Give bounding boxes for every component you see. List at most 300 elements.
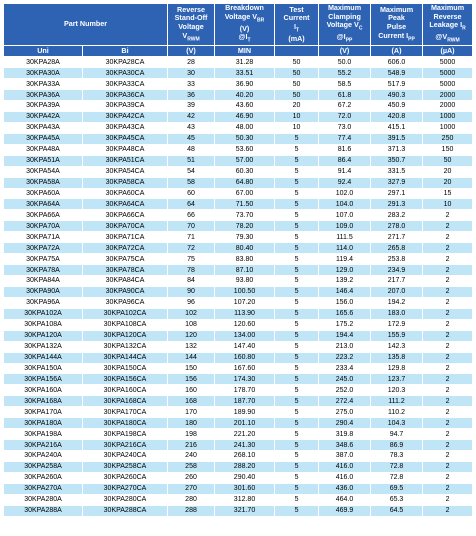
table-row [4, 210, 473, 221]
breakdown-voltage-cell: 73.70 [215, 210, 275, 221]
leakage-current-cell: 2 [423, 483, 473, 494]
test-current-cell: 5 [275, 451, 319, 462]
clamping-voltage-cell: 290.4 [319, 418, 371, 429]
clamping-voltage-header: Maximum Clamping Voltage $V_C$ $@I_{PP}$ [319, 4, 371, 46]
bi-part-cell: 30KPA132CA [83, 341, 168, 352]
breakdown-voltage-cell: 107.20 [215, 297, 275, 308]
bi-part-cell: 30KPA70CA [83, 221, 168, 232]
table-row [4, 319, 473, 330]
bi-part-cell: 30KPA58CA [83, 177, 168, 188]
leakage-current-cell: 2 [423, 418, 473, 429]
test-current-cell: 5 [275, 308, 319, 319]
table-row [4, 188, 473, 199]
test-current-cell: 50 [275, 90, 319, 101]
peak-current-cell: 194.2 [371, 297, 423, 308]
uni-part-cell: 30KPA150A [4, 363, 83, 374]
peak-current-cell: 548.9 [371, 68, 423, 79]
bi-part-cell: 30KPA280CA [83, 494, 168, 505]
leakage-current-cell: 2 [423, 232, 473, 243]
bi-part-cell: 30KPA54CA [83, 166, 168, 177]
standoff-voltage-cell: 33 [168, 79, 215, 90]
leakage-current-cell: 2 [423, 451, 473, 462]
clamping-voltage-cell: 92.4 [319, 177, 371, 188]
clamping-voltage-cell: 114.0 [319, 243, 371, 254]
test-current-cell: 5 [275, 243, 319, 254]
breakdown-voltage-cell: 83.80 [215, 254, 275, 265]
peak-current-cell: 129.8 [371, 363, 423, 374]
test-current-cell: 5 [275, 472, 319, 483]
clamping-voltage-cell: 387.0 [319, 451, 371, 462]
bi-part-cell: 30KPA66CA [83, 210, 168, 221]
breakdown-voltage-cell: 40.20 [215, 90, 275, 101]
clamping-voltage-cell: 469.9 [319, 505, 371, 516]
bi-part-cell: 30KPA160CA [83, 385, 168, 396]
standoff-voltage-cell: 78 [168, 265, 215, 276]
leakage-current-cell: 2 [423, 297, 473, 308]
standoff-voltage-cell: 45 [168, 133, 215, 144]
clamping-voltage-cell: 416.0 [319, 472, 371, 483]
peak-current-cell: 278.0 [371, 221, 423, 232]
leakage-current-cell: 2 [423, 276, 473, 287]
table-row [4, 199, 473, 210]
clamping-voltage-cell: 111.5 [319, 232, 371, 243]
peak-current-cell: 72.8 [371, 461, 423, 472]
breakdown-voltage-cell: 60.30 [215, 166, 275, 177]
clamping-voltage-cell: 275.0 [319, 407, 371, 418]
peak-current-cell: 391.5 [371, 133, 423, 144]
bi-part-cell: 30KPA198CA [83, 429, 168, 440]
clamping-unit: (V) [319, 46, 371, 57]
uni-part-cell: 30KPA33A [4, 79, 83, 90]
part-number-header: Part Number [4, 4, 168, 46]
leakage-current-cell: 15 [423, 188, 473, 199]
peak-current-cell: 517.9 [371, 79, 423, 90]
bi-part-cell: 30KPA240CA [83, 451, 168, 462]
test-current-cell: 5 [275, 144, 319, 155]
standoff-voltage-cell: 36 [168, 90, 215, 101]
test-current-cell: 5 [275, 407, 319, 418]
breakdown-voltage-cell: 174.30 [215, 374, 275, 385]
table-row [4, 286, 473, 297]
leakage-current-cell: 5000 [423, 57, 473, 68]
breakdown-voltage-cell: 113.90 [215, 308, 275, 319]
uni-part-cell: 30KPA198A [4, 429, 83, 440]
leakage-current-cell: 2 [423, 505, 473, 516]
standoff-voltage-cell: 170 [168, 407, 215, 418]
uni-part-cell: 30KPA43A [4, 122, 83, 133]
bi-part-cell: 30KPA108CA [83, 319, 168, 330]
standoff-voltage-cell: 120 [168, 330, 215, 341]
standoff-voltage-cell: 75 [168, 254, 215, 265]
bi-part-cell: 30KPA96CA [83, 297, 168, 308]
uni-part-cell: 30KPA28A [4, 57, 83, 68]
test-current-cell: 5 [275, 319, 319, 330]
peak-current-cell: 120.3 [371, 385, 423, 396]
breakdown-voltage-cell: 221.20 [215, 429, 275, 440]
standoff-voltage-cell: 66 [168, 210, 215, 221]
clamping-voltage-cell: 252.0 [319, 385, 371, 396]
clamping-voltage-cell: 348.6 [319, 440, 371, 451]
table-row [4, 133, 473, 144]
test-current-cell: 5 [275, 199, 319, 210]
standoff-voltage-cell: 160 [168, 385, 215, 396]
bi-part-cell: 30KPA84CA [83, 276, 168, 287]
table-row [4, 122, 473, 133]
table-row [4, 276, 473, 287]
peak-current-cell: 253.8 [371, 254, 423, 265]
test-current-cell: 5 [275, 385, 319, 396]
table-row [4, 297, 473, 308]
test-current-cell: 5 [275, 418, 319, 429]
standoff-voltage-cell: 198 [168, 429, 215, 440]
leakage-current-cell: 1000 [423, 122, 473, 133]
uni-part-cell: 30KPA168A [4, 396, 83, 407]
peak-current-cell: 135.8 [371, 352, 423, 363]
peak-current-cell: 155.9 [371, 330, 423, 341]
breakdown-voltage-cell: 189.90 [215, 407, 275, 418]
standoff-voltage-cell: 280 [168, 494, 215, 505]
breakdown-voltage-cell: 50.30 [215, 133, 275, 144]
clamping-voltage-cell: 58.5 [319, 79, 371, 90]
bi-part-cell: 30KPA78CA [83, 265, 168, 276]
peak-unit: (A) [371, 46, 423, 57]
bi-part-cell: 30KPA216CA [83, 440, 168, 451]
peak-current-cell: 234.9 [371, 265, 423, 276]
clamping-voltage-cell: 175.2 [319, 319, 371, 330]
table-row [4, 451, 473, 462]
table-row [4, 385, 473, 396]
test-current-cell: 5 [275, 429, 319, 440]
clamping-voltage-cell: 245.0 [319, 374, 371, 385]
leakage-current-cell: 2 [423, 494, 473, 505]
peak-current-cell: 490.3 [371, 90, 423, 101]
table-row [4, 101, 473, 112]
clamping-voltage-cell: 55.2 [319, 68, 371, 79]
table-row [4, 177, 473, 188]
leakage-current-cell: 50 [423, 155, 473, 166]
leakage-current-cell: 2 [423, 407, 473, 418]
breakdown-voltage-cell: 178.70 [215, 385, 275, 396]
table-body [4, 57, 473, 516]
breakdown-voltage-cell: 43.60 [215, 101, 275, 112]
clamping-voltage-cell: 139.2 [319, 276, 371, 287]
uni-part-cell: 30KPA72A [4, 243, 83, 254]
uni-part-cell: 30KPA156A [4, 374, 83, 385]
test-current-cell: 50 [275, 79, 319, 90]
table-row [4, 440, 473, 451]
breakdown-voltage-cell: 241.30 [215, 440, 275, 451]
breakdown-voltage-cell: 290.40 [215, 472, 275, 483]
clamping-voltage-cell: 77.4 [319, 133, 371, 144]
breakdown-voltage-cell: 268.10 [215, 451, 275, 462]
leakage-current-cell: 10 [423, 199, 473, 210]
peak-current-cell: 283.2 [371, 210, 423, 221]
breakdown-voltage-cell: 312.80 [215, 494, 275, 505]
test-current-cell: 5 [275, 363, 319, 374]
test-current-cell: 10 [275, 111, 319, 122]
test-current-cell: 5 [275, 494, 319, 505]
breakdown-voltage-cell: 46.90 [215, 111, 275, 122]
standoff-voltage-cell: 71 [168, 232, 215, 243]
peak-current-cell: 327.9 [371, 177, 423, 188]
uni-part-cell: 30KPA64A [4, 199, 83, 210]
uni-part-cell: 30KPA180A [4, 418, 83, 429]
table-row [4, 265, 473, 276]
standoff-voltage-cell: 30 [168, 68, 215, 79]
peak-current-cell: 86.9 [371, 440, 423, 451]
clamping-voltage-cell: 50.0 [319, 57, 371, 68]
table-row [4, 90, 473, 101]
uni-part-cell: 30KPA240A [4, 451, 83, 462]
table-row [4, 166, 473, 177]
standoff-unit: (V) [168, 46, 215, 57]
standoff-voltage-cell: 39 [168, 101, 215, 112]
uni-part-cell: 30KPA170A [4, 407, 83, 418]
uni-part-cell: 30KPA108A [4, 319, 83, 330]
leakage-current-cell: 2 [423, 374, 473, 385]
clamping-voltage-cell: 86.4 [319, 155, 371, 166]
breakdown-voltage-cell: 57.00 [215, 155, 275, 166]
test-current-cell: 5 [275, 221, 319, 232]
peak-current-cell: 265.8 [371, 243, 423, 254]
bi-part-cell: 30KPA51CA [83, 155, 168, 166]
uni-part-cell: 30KPA216A [4, 440, 83, 451]
leakage-current-cell: 150 [423, 144, 473, 155]
leakage-current-cell: 2 [423, 429, 473, 440]
peak-current-cell: 291.3 [371, 199, 423, 210]
leakage-current-cell: 2 [423, 308, 473, 319]
uni-part-cell: 30KPA75A [4, 254, 83, 265]
test-current-cell: 5 [275, 505, 319, 516]
leakage-current-cell: 2 [423, 254, 473, 265]
leakage-current-cell: 2 [423, 221, 473, 232]
clamping-voltage-cell: 61.8 [319, 90, 371, 101]
standoff-voltage-cell: 43 [168, 122, 215, 133]
leakage-current-cell: 2 [423, 319, 473, 330]
leakage-current-cell: 2 [423, 210, 473, 221]
leakage-current-cell: 2000 [423, 101, 473, 112]
standoff-voltage-cell: 144 [168, 352, 215, 363]
test-current-cell: 5 [275, 461, 319, 472]
standoff-voltage-cell: 54 [168, 166, 215, 177]
peak-current-cell: 123.7 [371, 374, 423, 385]
clamping-voltage-cell: 319.8 [319, 429, 371, 440]
uni-part-cell: 30KPA90A [4, 286, 83, 297]
uni-part-cell: 30KPA270A [4, 483, 83, 494]
breakdown-voltage-cell: 167.60 [215, 363, 275, 374]
peak-current-cell: 217.7 [371, 276, 423, 287]
leakage-current-cell: 2000 [423, 90, 473, 101]
bi-part-cell: 30KPA120CA [83, 330, 168, 341]
test-current-cell: 5 [275, 396, 319, 407]
bi-part-cell: 30KPA60CA [83, 188, 168, 199]
uni-part-cell: 30KPA280A [4, 494, 83, 505]
test-current-cell: 5 [275, 265, 319, 276]
standoff-voltage-cell: 258 [168, 461, 215, 472]
table-row [4, 505, 473, 516]
peak-current-cell: 78.3 [371, 451, 423, 462]
peak-current-cell: 371.3 [371, 144, 423, 155]
bi-part-cell: 30KPA36CA [83, 90, 168, 101]
test-current-cell: 20 [275, 101, 319, 112]
breakdown-voltage-cell: 64.80 [215, 177, 275, 188]
standoff-voltage-cell: 96 [168, 297, 215, 308]
breakdown-voltage-header: Breakdown Voltage $V_{BR}$ (V) $@I_T$ [215, 4, 275, 46]
bi-part-cell: 30KPA30CA [83, 68, 168, 79]
clamping-voltage-cell: 146.4 [319, 286, 371, 297]
table-row [4, 243, 473, 254]
clamping-voltage-cell: 129.0 [319, 265, 371, 276]
table-row [4, 308, 473, 319]
test-current-cell: 5 [275, 188, 319, 199]
uni-part-cell: 30KPA78A [4, 265, 83, 276]
uni-part-cell: 30KPA30A [4, 68, 83, 79]
uni-part-cell: 30KPA144A [4, 352, 83, 363]
standoff-voltage-cell: 216 [168, 440, 215, 451]
standoff-voltage-cell: 72 [168, 243, 215, 254]
leakage-current-cell: 20 [423, 166, 473, 177]
table-row [4, 111, 473, 122]
uni-part-cell: 30KPA42A [4, 111, 83, 122]
bi-part-cell: 30KPA144CA [83, 352, 168, 363]
table-row [4, 68, 473, 79]
bi-part-cell: 30KPA71CA [83, 232, 168, 243]
leakage-current-cell: 2 [423, 363, 473, 374]
peak-current-cell: 104.3 [371, 418, 423, 429]
spec-table-container [3, 3, 472, 517]
bi-part-cell: 30KPA150CA [83, 363, 168, 374]
uni-part-cell: 30KPA58A [4, 177, 83, 188]
bi-part-cell: 30KPA72CA [83, 243, 168, 254]
bi-part-cell: 30KPA64CA [83, 199, 168, 210]
test-current-cell: 50 [275, 57, 319, 68]
uni-part-cell: 30KPA84A [4, 276, 83, 287]
uni-header: Uni [4, 46, 83, 57]
clamping-voltage-cell: 213.0 [319, 341, 371, 352]
bi-part-cell: 30KPA28CA [83, 57, 168, 68]
peak-current-cell: 606.0 [371, 57, 423, 68]
table-row [4, 418, 473, 429]
uni-part-cell: 30KPA260A [4, 472, 83, 483]
standoff-voltage-cell: 270 [168, 483, 215, 494]
clamping-voltage-cell: 119.4 [319, 254, 371, 265]
test-current-cell: 5 [275, 155, 319, 166]
clamping-voltage-cell: 156.0 [319, 297, 371, 308]
peak-current-cell: 172.9 [371, 319, 423, 330]
leakage-current-cell: 1000 [423, 111, 473, 122]
breakdown-voltage-cell: 71.50 [215, 199, 275, 210]
peak-current-cell: 420.8 [371, 111, 423, 122]
spec-table [3, 3, 473, 517]
test-current-cell: 10 [275, 122, 319, 133]
breakdown-voltage-cell: 187.70 [215, 396, 275, 407]
table-row [4, 341, 473, 352]
standoff-voltage-cell: 42 [168, 111, 215, 122]
clamping-voltage-cell: 72.0 [319, 111, 371, 122]
breakdown-voltage-cell: 201.10 [215, 418, 275, 429]
bi-part-cell: 30KPA168CA [83, 396, 168, 407]
bi-header: Bi [83, 46, 168, 57]
breakdown-voltage-cell: 288.20 [215, 461, 275, 472]
leakage-unit: (µA) [423, 46, 473, 57]
standoff-voltage-cell: 70 [168, 221, 215, 232]
table-row [4, 483, 473, 494]
clamping-voltage-cell: 109.0 [319, 221, 371, 232]
peak-current-cell: 450.9 [371, 101, 423, 112]
table-row [4, 155, 473, 166]
clamping-voltage-cell: 436.0 [319, 483, 371, 494]
leakage-current-cell: 2 [423, 286, 473, 297]
table-row [4, 494, 473, 505]
standoff-voltage-cell: 48 [168, 144, 215, 155]
clamping-voltage-cell: 464.0 [319, 494, 371, 505]
table-row [4, 330, 473, 341]
breakdown-voltage-cell: 321.70 [215, 505, 275, 516]
peak-current-cell: 94.7 [371, 429, 423, 440]
bi-part-cell: 30KPA43CA [83, 122, 168, 133]
uni-part-cell: 30KPA96A [4, 297, 83, 308]
test-current-cell: 5 [275, 166, 319, 177]
bi-part-cell: 30KPA90CA [83, 286, 168, 297]
clamping-voltage-cell: 165.6 [319, 308, 371, 319]
test-current-cell: 5 [275, 297, 319, 308]
peak-current-cell: 415.1 [371, 122, 423, 133]
test-current-cell: 5 [275, 286, 319, 297]
peak-current-cell: 297.1 [371, 188, 423, 199]
peak-current-cell: 64.5 [371, 505, 423, 516]
table-row [4, 407, 473, 418]
leakage-current-cell: 2 [423, 396, 473, 407]
peak-current-cell: 271.7 [371, 232, 423, 243]
breakdown-voltage-cell: 48.00 [215, 122, 275, 133]
peak-current-cell: 207.0 [371, 286, 423, 297]
standoff-voltage-cell: 150 [168, 363, 215, 374]
test-current-cell: 5 [275, 440, 319, 451]
peak-current-cell: 72.8 [371, 472, 423, 483]
uni-part-cell: 30KPA54A [4, 166, 83, 177]
breakdown-min-label: MIN [215, 46, 275, 57]
test-current-unit-spacer [275, 46, 319, 57]
standoff-voltage-cell: 156 [168, 374, 215, 385]
clamping-voltage-cell: 73.0 [319, 122, 371, 133]
uni-part-cell: 30KPA66A [4, 210, 83, 221]
leakage-current-cell: 2 [423, 330, 473, 341]
table-row [4, 461, 473, 472]
test-current-cell: 5 [275, 330, 319, 341]
breakdown-voltage-cell: 31.28 [215, 57, 275, 68]
uni-part-cell: 30KPA70A [4, 221, 83, 232]
standoff-voltage-cell: 51 [168, 155, 215, 166]
bi-part-cell: 30KPA260CA [83, 472, 168, 483]
clamping-voltage-cell: 223.2 [319, 352, 371, 363]
standoff-voltage-cell: 64 [168, 199, 215, 210]
table-row [4, 232, 473, 243]
breakdown-voltage-cell: 147.40 [215, 341, 275, 352]
table-row [4, 254, 473, 265]
bi-part-cell: 30KPA258CA [83, 461, 168, 472]
test-current-cell: 5 [275, 177, 319, 188]
leakage-current-cell: 2 [423, 265, 473, 276]
standoff-voltage-cell: 240 [168, 451, 215, 462]
uni-part-cell: 30KPA132A [4, 341, 83, 352]
breakdown-voltage-cell: 134.00 [215, 330, 275, 341]
standoff-voltage-cell: 132 [168, 341, 215, 352]
standoff-voltage-cell: 288 [168, 505, 215, 516]
breakdown-voltage-cell: 80.40 [215, 243, 275, 254]
clamping-voltage-cell: 107.0 [319, 210, 371, 221]
leakage-current-header: Maximum Reverse Leakage $I_R$ $@V_{RWM}$ [423, 4, 473, 46]
peak-current-cell: 183.0 [371, 308, 423, 319]
